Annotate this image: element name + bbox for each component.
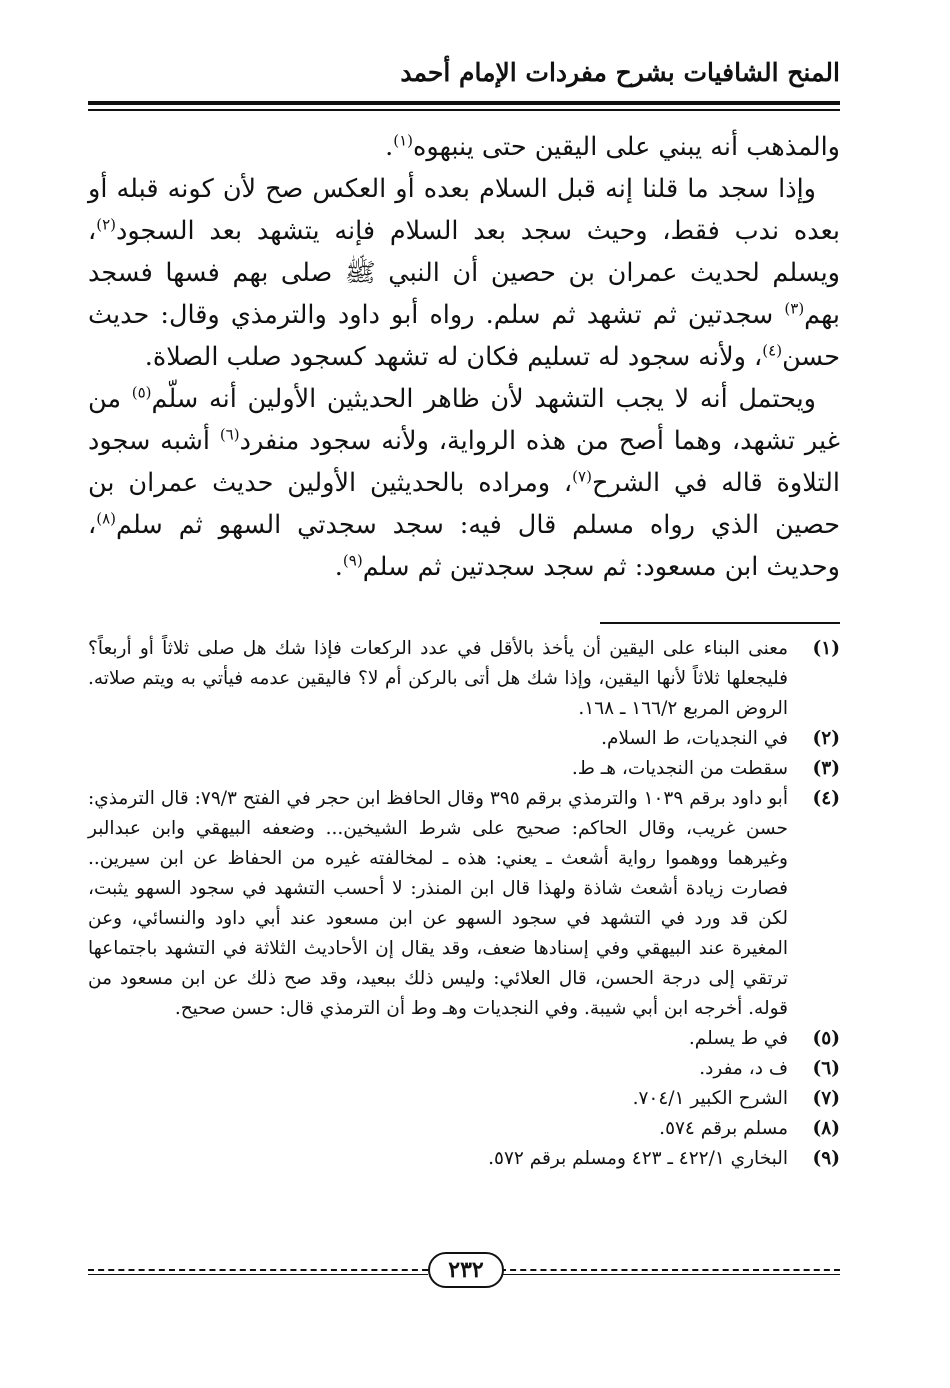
running-header-title: المنح الشافيات بشرح مفردات الإمام أحمد — [400, 58, 840, 87]
paragraph-3-part-c: أشبه سجود التلاوة قاله في الشرح — [88, 426, 840, 498]
paragraph-1-end: . — [385, 132, 394, 162]
paragraph-1 — [88, 126, 840, 168]
footnote-number: (٤) — [812, 788, 840, 809]
footnote-number: (١) — [812, 638, 840, 659]
paragraph-3-end: . — [334, 552, 343, 582]
footnote-ref-7: (٧) — [572, 467, 592, 486]
paragraph-1-text: والمذهب أنه يبني على اليقين حتى ينبهوه — [413, 132, 840, 162]
footnote-ref-9: (٩) — [342, 551, 363, 570]
footnote-ref-8: (٨) — [96, 509, 117, 528]
paragraph-3-part-b: من غير تشهد، وهما أصح من هذه الرواية، ولأنه سجود منفرد — [88, 384, 840, 456]
footnote-ref-5: (٥) — [131, 383, 152, 402]
footnote-4 — [88, 784, 840, 1024]
footnote-text: ف د، مفرد. — [699, 1058, 788, 1079]
footnote-text: الشرح الكبير ٧٠٤/١. — [632, 1088, 788, 1109]
footnote-ref-6: (٦) — [219, 425, 240, 444]
footnote-5 — [88, 1024, 840, 1054]
footnote-text: في ط يسلم. — [688, 1028, 788, 1049]
footnote-number: (٩) — [812, 1148, 840, 1169]
paragraph-2-part-c: سجدتين ثم تشهد ثم سلم. رواه أبو داود والترمذي وقال: حديث حسن — [88, 300, 840, 372]
paragraph-3 — [88, 378, 840, 588]
footnote-9 — [88, 1144, 840, 1174]
footnote-ref-1: (١) — [393, 131, 414, 150]
page-number: ٢٣٢ — [428, 1252, 504, 1288]
paragraph-2 — [88, 168, 840, 378]
footnote-number: (٣) — [812, 758, 840, 779]
footnote-1 — [88, 634, 840, 724]
footnote-2 — [88, 724, 840, 754]
footnote-text: مسلم برقم ٥٧٤. — [659, 1118, 788, 1139]
paragraph-2-part-b: ، ويسلم لحديث عمران بن حصين أن النبي ﷺ صلى بهم فسها فسجد بهم — [88, 216, 840, 330]
footnote-8 — [88, 1114, 840, 1144]
footnote-separator — [600, 622, 840, 624]
footnote-text: معنى البناء على اليقين أن يأخذ بالأقل في عدد الركعات فإذا شك هل صلى ثلاثاً أو أربعاً؟ فليجعلها ثلاثاً لأنها اليقين، وإذا شك هل أتى بالركن أم لا؟ فاليقين عدمه فيأتي به ويتم صلاته. الروض المربع ١٦٦/٢ ـ ١٦٨. — [88, 638, 788, 719]
footnote-ref-2: (٢) — [96, 215, 117, 234]
footnote-7 — [88, 1084, 840, 1114]
footnote-ref-3: (٣) — [784, 299, 805, 318]
main-text — [88, 126, 840, 588]
footnote-3 — [88, 754, 840, 784]
footnote-text: أبو داود برقم ١٠٣٩ والترمذي برقم ٣٩٥ وقال الحافظ ابن حجر في الفتح ٧٩/٣: قال الترمذي: حسن غريب، وقال الحاكم: صحيح على شرط الشيخين... وضعفه البيهقي وابن عبدالبر وغيرهما ووهموا رواية أشعث ـ يعني: هذه ـ لمخالفته غيره من الحفاظ عن ابن سيرين.. فصارت زيادة أشعث شاذة ولهذا قال ابن المنذر: لا أحسب التشهد في سجود السهو يثبت، لكن قد ورد في التشهد في سجود السهو عن ابن مسعود عند أبي داود والنسائي، وعن المغيرة عند البيهقي وفي إسنادها ضعف، وقد يقال إن الأحاديث الثلاثة في التشهد باجتماعها ترتقي إلى درجة الحسن، قال العلائي: وليس ذلك ببعيد، وقد صح ذلك عن ابن مسعود من قوله. أخرجه ابن أبي شيبة. وفي النجديات وهـ وط أن الترمذي قال: حسن صحيح. — [88, 788, 788, 1019]
paragraph-2-part-a: وإذا سجد ما قلنا إنه قبل السلام بعده أو العكس صح لأن كونه قبله أو بعده ندب فقط، وحيث سجد بعد السلام فإنه يتشهد بعد السجود — [88, 174, 840, 246]
footer-dashed-rule-left — [88, 1269, 428, 1271]
footnote-text: البخاري ٤٢٢/١ ـ ٤٢٣ ومسلم برقم ٥٧٢. — [488, 1148, 788, 1169]
footnote-number: (٧) — [812, 1088, 840, 1109]
footer-solid-rule-left — [88, 1274, 428, 1275]
footnote-number: (٦) — [812, 1058, 840, 1079]
paragraph-2-part-d: ، ولأنه سجود له تسليم فكان له تشهد كسجود صلب الصلاة. — [144, 342, 763, 372]
footnote-number: (٢) — [812, 728, 840, 749]
footnote-number: (٨) — [812, 1118, 840, 1139]
paragraph-3-part-e: ، وحديث ابن مسعود: ثم سجد سجدتين ثم سلم — [88, 510, 840, 582]
header-rule-thin — [88, 109, 840, 111]
footer-dashed-rule-right — [500, 1269, 840, 1271]
header-rule — [88, 101, 840, 105]
footnotes — [88, 634, 840, 1174]
footnote-number: (٥) — [812, 1028, 840, 1049]
footer-solid-rule-right — [500, 1274, 840, 1275]
footnote-ref-4: (٤) — [762, 341, 783, 360]
paragraph-3-part-a: ويحتمل أنه لا يجب التشهد لأن ظاهر الحديثين الأولين أنه سلّم — [151, 384, 816, 414]
footnote-text: في النجديات، ط السلام. — [601, 728, 788, 749]
footnote-text: سقطت من النجديات، هـ ط. — [571, 758, 788, 779]
paragraph-3-part-d: ، ومراده بالحديثين الأولين حديث عمران بن حصين الذي رواه مسلم قال فيه: سجد سجدتي السهو ثم سلم — [88, 468, 840, 540]
footnote-6 — [88, 1054, 840, 1084]
book-page — [88, 52, 840, 1352]
page-footer — [88, 1252, 840, 1288]
